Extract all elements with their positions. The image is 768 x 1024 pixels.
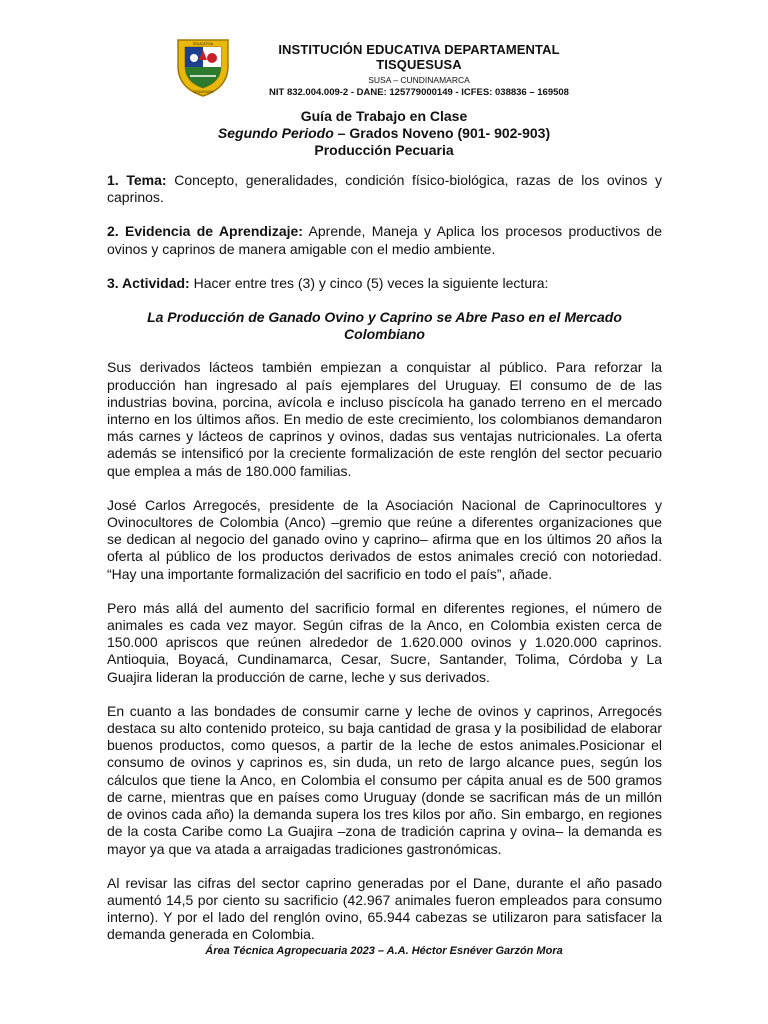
letterhead xyxy=(172,36,632,100)
page-footer: Área Técnica Agropecuaria 2023 – A.A. Héctor Esnéver Garzón Mora xyxy=(205,945,563,957)
institution-ids: NIT 832.004.009-2 - DANE: 125779000149 - ICFES: 038836 – 169508 xyxy=(269,87,569,98)
evidencia-text: Aprende, Maneja y Aplica los procesos productivos de ovinos y caprinos de manera amigable con el medio ambiente. xyxy=(107,223,663,257)
tema-label: 1. Tema: xyxy=(107,172,167,188)
evidencia-label: 2. Evidencia de Aprendizaje: xyxy=(107,223,303,240)
seal-text-bottom: TISQUESUSA xyxy=(192,90,214,94)
period-label: Segundo Periodo xyxy=(217,125,334,141)
article-paragraph: Al revisar las cifras del sector caprino generadas por el Dane, durante el año pasado aumentó 14,5 por ciento su sacrificio (42.967 animales fueron empleados para consumo interno). Y por el lado del renglón ovino, 65.944 cabezas se utilizaron para satisfacer la demanda generada en Colombia. xyxy=(107,874,662,943)
actividad-label: 3. Actividad: xyxy=(107,274,190,291)
period-separator: – xyxy=(333,125,350,141)
article-paragraph: Sus derivados lácteos también empiezan a conquistar al público. Para reforzar la producción han ingresado al país ejemplares del Uruguay. El consumo de de las industrias bovina, porcina, avícola e incluso piscícola ha ganado terreno en el mercado interno en los últimos años. En medio de este crecimiento, los colombianos demandaron más carnes y lácteos de caprinos y ovinos, dadas sus ventajas nutricionales. La oferta además se intensificó por la creciente formalización de este renglón del sector pecuario que emplea a más de 180.000 familias. xyxy=(107,359,662,479)
article-paragraph: José Carlos Arregocés, presidente de la Asociación Nacional de Caprinocultores y Ovinocultores de Colombia (Anco) –gremio que reúne a diferentes organizaciones que se dedican al negocio del ganado ovino y caprino– afirma que en los últimos 20 años la oferta al público de los productos derivados de estos animales creció con notoriedad. “Hay una importante formalización del sacrificio en todo el país”, añade. xyxy=(107,496,662,582)
document-body xyxy=(107,172,662,961)
article-title: La Producción de Ganado Ovino y Caprino se Abre Paso en el Mercado Colombiano xyxy=(147,309,622,343)
subject-title: Producción Pecuaria xyxy=(314,142,454,158)
article-paragraph: En cuanto a las bondades de consumir carne y leche de ovinos y caprinos, Arregocés destaca su alto contenido proteico, su baja cantidad de grasa y la posibilidad de elaborar buenos productos, como quesos, a partir de la leche de estos animales.Posicionar el consumo de ovinos y caprinos es, sin duda, un reto de largo alcance pues, según los cálculos que tiene la Anco, en Colombia el consumo per cápita anual es de 500 gramos de carne, mientras que en países como Uruguay (donde se sacrifican más de un millón de ovinos cada año) la demanda supera los tres kilos por año. Sin embargo, en regiones de la costa Caribe como La Guajira –zona de tradición caprina y ovina– la demanda es mayor ya que va atada a arraigadas tradiciones gastronómicas. xyxy=(107,702,662,857)
institution-location: SUSA – CUNDINAMARCA xyxy=(368,75,470,85)
grades-label: Grados Noveno (901- 902-903) xyxy=(349,125,551,141)
institution-name: INSTITUCIÓN EDUCATIVA DEPARTAMENTAL TISQUESUSA xyxy=(278,42,560,72)
seal-text-top: EDUCATIVA xyxy=(192,42,214,46)
period-grades-line xyxy=(0,125,768,142)
tema-text: Concepto, generalidades, condición físico-biológica, razas de los ovinos y caprinos. xyxy=(107,172,662,206)
school-seal-icon xyxy=(172,36,234,98)
section-evidencia xyxy=(107,223,662,257)
letterhead-text xyxy=(234,42,604,98)
section-tema xyxy=(107,172,662,206)
guide-title: Guía de Trabajo en Clase xyxy=(300,108,468,124)
article-paragraph: Pero más allá del aumento del sacrificio formal en diferentes regiones, el número de animales es cada vez mayor. Según cifras de la Anco, en Colombia existen cerca de 150.000 apriscos que reúnen alrededor de 1.620.000 ovinos y 1.020.000 caprinos. Antioquia, Boyacá, Cundinamarca, Cesar, Sucre, Santander, Tolima, Córdoba y La Guajira lideran la producción de carne, leche y sus derivados. xyxy=(107,599,662,685)
section-actividad xyxy=(107,275,662,292)
document-titles xyxy=(0,108,768,159)
actividad-text: Hacer entre tres (3) y cinco (5) veces la siguiente lectura: xyxy=(189,274,549,291)
